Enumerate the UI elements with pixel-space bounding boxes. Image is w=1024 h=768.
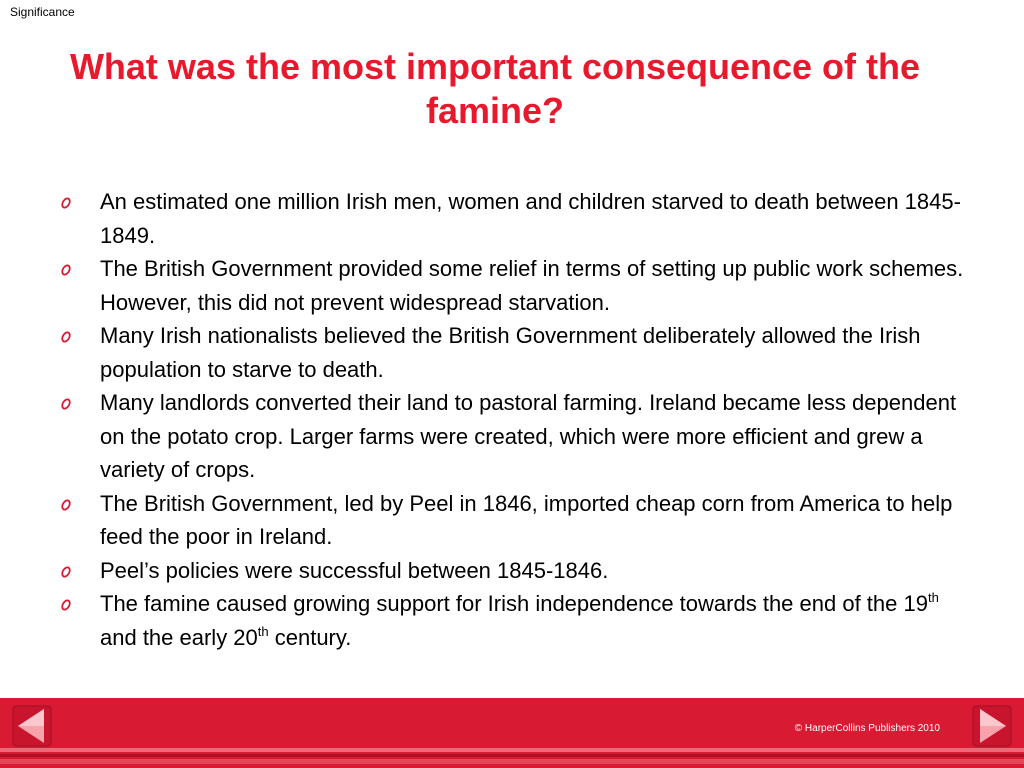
bullet-item bbox=[60, 487, 970, 554]
bullet-text bbox=[100, 558, 608, 583]
bullet-text bbox=[100, 390, 956, 482]
ring-bullet-icon bbox=[60, 264, 72, 276]
text-segment: The British Government, led by Peel in 1846, imported cheap corn from America to help feed the poor in Ireland. bbox=[100, 490, 953, 549]
bullet-text bbox=[100, 323, 921, 382]
superscript-text: th bbox=[927, 590, 939, 605]
section-label: Significance bbox=[10, 5, 75, 19]
text-segment: Peel’s policies were successful between 1845-1846. bbox=[100, 557, 609, 583]
triangle-left-icon bbox=[12, 705, 52, 747]
ring-bullet-icon bbox=[60, 566, 72, 578]
footer-stripe bbox=[0, 759, 1024, 764]
slide-title: What was the most important consequence of the famine? bbox=[69, 46, 921, 131]
bullet-list bbox=[60, 185, 970, 654]
text-segment: century. bbox=[268, 624, 352, 650]
bullet-text bbox=[100, 189, 961, 248]
triangle-right-icon bbox=[972, 705, 1012, 747]
superscript-text: th bbox=[257, 623, 269, 639]
ring-bullet-icon bbox=[60, 197, 72, 209]
footer-stripe bbox=[0, 748, 1024, 752]
bullet-item bbox=[60, 185, 970, 252]
bullet-text bbox=[100, 256, 963, 315]
copyright-text: © HarperCollins Publishers 2010 bbox=[794, 723, 940, 734]
text-segment: Many landlords converted their land to pastoral farming. Ireland became less dependent on the potato crop. Larger farms were created, which were more efficient and grew a variety of crops. bbox=[100, 390, 957, 482]
bullet-item bbox=[60, 386, 970, 487]
bullet-item bbox=[60, 252, 970, 319]
ring-bullet-icon bbox=[60, 398, 72, 410]
text-segment: The famine caused growing support for Irish independence towards the end of the 19 bbox=[100, 591, 928, 616]
ring-bullet-icon bbox=[60, 331, 72, 343]
ring-bullet-icon bbox=[60, 499, 72, 511]
footer-stripe bbox=[0, 754, 1024, 757]
bullet-item bbox=[60, 554, 970, 588]
text-segment: An estimated one million Irish men, women and children starved to death between 1845-1849. bbox=[100, 189, 961, 248]
bullet-text bbox=[100, 491, 952, 550]
bullet-item bbox=[60, 319, 970, 386]
text-segment: Many Irish nationalists believed the British Government deliberately allowed the Irish population to starve to death. bbox=[100, 323, 921, 382]
previous-slide-button[interactable] bbox=[12, 705, 52, 747]
bullet-text bbox=[100, 591, 939, 650]
next-slide-button[interactable] bbox=[972, 705, 1012, 747]
ring-bullet-icon bbox=[60, 599, 72, 611]
text-segment: The British Government provided some relief in terms of setting up public work schemes. However, this did not prevent widespread starvation. bbox=[100, 256, 964, 315]
text-segment: and the early 20 bbox=[100, 624, 258, 650]
bullet-item bbox=[60, 587, 970, 654]
